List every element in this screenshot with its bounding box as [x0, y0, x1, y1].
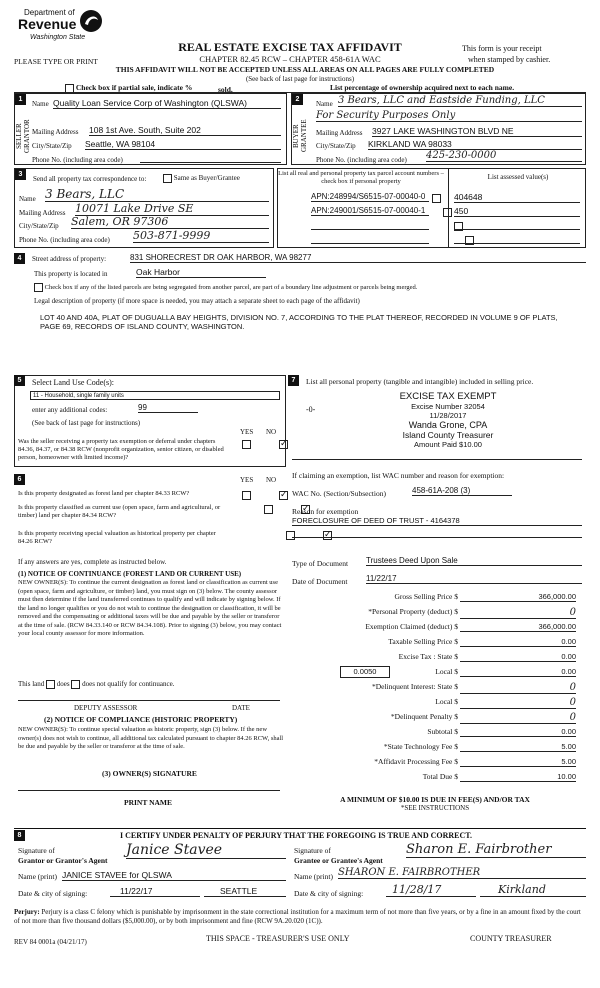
- section-5-land-use: 5 Select Land Use Code(s): 11 - Household, single family units enter any additional codes: 99 (See back of last page for instructions) YES NO Was the seller receiving a property tax exemption or deferral under chapters 84.36, 84.37, or 84.38 RCW (nonprofit organization, senior citizen, or disabled person, homeowner with limited income)? ✓: [14, 375, 286, 467]
- dept-line1: Department of: [24, 8, 75, 17]
- section-4-property: 4 Street address of property: 831 SHORECREST DR OAK HARBOR, WA 98277 This property is located in Oak Harbor Check box if any of the listed parcels are being segregated from another parcel, are part of a boundary line adjustment or parcels being merged. Legal description of property (if more space is needed, you may attach a separate sheet to each page of the affidavit) LOT 40 AND 40A, PLAT OF DUGUALLA BAY HEIGHTS, DIVISION NO. 7, ACCORDING TO THE PLAT THEREOF, RECORDED IN VOLUME 9 OF PLATS, PAGE 69, RECORDS OF ISLAND COUNTY, WASHINGTON.: [14, 253, 586, 371]
- form-chapter: CHAPTER 82.45 RCW – CHAPTER 458-61A WAC: [199, 54, 381, 64]
- document-date[interactable]: 11/22/17: [366, 574, 582, 584]
- dept-line2: Revenue: [18, 16, 77, 32]
- minimum-note: A MINIMUM OF $10.00 IS DUE IN FEE(S) AND/OR TAX: [340, 795, 530, 804]
- land-use-code[interactable]: 11 - Household, single family units: [30, 391, 280, 400]
- legal-label: Legal description of property (if more space is needed, you may attach a separate sheet to each page of the affidavit): [34, 297, 360, 305]
- excise-tax-state[interactable]: 0.00: [460, 652, 576, 662]
- grantor-signature[interactable]: Janice Stavee: [126, 842, 286, 859]
- tax-corr-address[interactable]: 10071 Lake Drive SE: [75, 202, 269, 216]
- deputy-assessor-line[interactable]: [18, 700, 280, 701]
- buyer-phone[interactable]: 425-230-0000: [426, 150, 582, 162]
- section-number-7: 7: [288, 375, 299, 386]
- delinquent-interest-local[interactable]: 0: [460, 697, 576, 709]
- parcel-row-1-apn[interactable]: APN:248994/S6515-07-00040-0: [311, 192, 429, 202]
- buyer-name-2[interactable]: For Security Purposes Only: [316, 110, 582, 122]
- segregated-checkbox[interactable]: [34, 283, 43, 292]
- calc-row: *State Technology Fee $ 5.00: [383, 742, 576, 751]
- dept-line3: Washington State: [30, 34, 86, 41]
- parcel-row-2-value[interactable]: 450: [454, 206, 580, 217]
- grantor-date[interactable]: 11/22/17: [110, 886, 200, 897]
- certify-line: I CERTIFY UNDER PENALTY OF PERJURY THAT THE FOREGOING IS TRUE AND CORRECT.: [120, 831, 473, 840]
- wac-number[interactable]: 458-61A-208 (3): [412, 486, 512, 496]
- perjury-note: Perjury: Perjury is a class C felony which is punishable by imprisonment in the state correctional institution for a maximum term of not more than five years, or by a fine in an amount fixed by the court of not more than five thousand dollars ($5,000.00), or by both imprisonment and fine (RCW 9A.20.020 (1C)).: [14, 908, 581, 925]
- notice-compliance: NEW OWNER(S): To continue special valuation as historic property, sign (3) below. If the new owner(s) does not wish to continue, all additional tax calculated pursuant to chapter 84.26 RCW, shall be due and payable by the seller or transferor at the time of sale.: [18, 726, 284, 750]
- partial-sale: Check box if partial sale, indicate %: [65, 83, 192, 93]
- exemption-question: Was the seller receiving a property tax exemption or deferral under chapters 84.36, 84.37, or 84.38 RCW (nonprofit organization, senior citizen, or disabled person, homeowner with limited income)?: [18, 438, 224, 461]
- buyer-city[interactable]: KIRKLAND WA 98033: [368, 139, 582, 150]
- parcel-row-2-apn[interactable]: APN:249001/S6515-07-00040-1: [311, 206, 429, 216]
- buyer-address[interactable]: 3927 LAKE WASHINGTON BLVD NE: [372, 126, 582, 137]
- warning-line: THIS AFFIDAVIT WILL NOT BE ACCEPTED UNLESS ALL AREAS ON ALL PAGES ARE FULLY COMPLETED: [115, 65, 495, 74]
- grantee-city[interactable]: Kirkland: [480, 883, 586, 897]
- calc-row: Gross Selling Price $ 366,000.00: [394, 592, 576, 601]
- owner-signature-line[interactable]: [18, 790, 280, 791]
- land-does-not-checkbox[interactable]: [71, 680, 80, 689]
- section-number-5: 5: [14, 375, 25, 386]
- tax-corr-name[interactable]: 3 Bears, LLC: [45, 187, 269, 202]
- calc-row: Total Due $ 10.00: [422, 772, 576, 781]
- same-as-buyer: Same as Buyer/Grantee: [163, 174, 240, 183]
- section-number-2: 2: [292, 94, 303, 105]
- seller-phone[interactable]: [140, 162, 281, 163]
- notice-continuance: NEW OWNER(S): To continue the current designation as forest land or classification as current use (open space, farm and agriculture, or timber) land, you must sign on (3) below. The county assessor must then determine if the land transferred continues to qualify and will indicate by signing below. If the land no longer qualifies or you do not wish to continue the designation or classification, it will be removed and the compensating or additional taxes will be due and payable by the seller or transferor at the time of sale. (RCW 84.33.140 or RCW 84.34.108). Prior to signing (3) below, you may contact your local county assessor for more information.: [18, 579, 282, 637]
- see-back-note: (See back of last page for instructions): [245, 75, 355, 83]
- grantor-print-name[interactable]: JANICE STAVEE for QLSWA: [62, 870, 286, 881]
- print-note: PLEASE TYPE OR PRINT: [14, 57, 98, 66]
- parcel-row-4-value[interactable]: [454, 243, 580, 244]
- parcel-row-4-apn[interactable]: [311, 243, 429, 244]
- seller-address[interactable]: 108 1st Ave. South, Suite 202: [89, 125, 281, 136]
- personal-property-deduct[interactable]: 0: [460, 607, 576, 619]
- same-as-buyer-checkbox[interactable]: [163, 174, 172, 183]
- section-number-8: 8: [14, 830, 25, 841]
- q2-yes-checkbox[interactable]: [242, 491, 251, 500]
- q1-yes-checkbox[interactable]: [242, 440, 251, 449]
- subtotal[interactable]: 0.00: [460, 727, 576, 737]
- segregated-note: Check box if any of the listed parcels are being segregated from another parcel, are part of a boundary line adjustment or parcels being merged.: [34, 283, 586, 292]
- calc-row: 0.0050 Local $ 0.00: [288, 667, 582, 680]
- calc-row: *Personal Property (deduct) $ 0: [368, 607, 576, 618]
- seller-name[interactable]: Quality Loan Service Corp of Washington (QLSWA): [53, 98, 281, 109]
- section-number-6: 6: [14, 474, 25, 485]
- grantor-city[interactable]: SEATTLE: [204, 886, 286, 897]
- seller-side-label: SELLER GRANTOR: [15, 119, 31, 153]
- exemption-claimed[interactable]: 366,000.00: [460, 622, 576, 632]
- calc-row: Local $ 0: [435, 697, 576, 708]
- excise-tax-local[interactable]: 0.00: [460, 667, 576, 677]
- section-1-seller: 1 SELLER GRANTOR Name Quality Loan Service Corp of Washington (QLSWA) Mailing Address 108 1st Ave. South, Suite 202 City/State/Zip Seattle, WA 98104 Phone No. (including area code): [14, 93, 287, 165]
- processing-fee[interactable]: 5.00: [460, 757, 576, 767]
- taxable-selling-price[interactable]: 0.00: [460, 637, 576, 647]
- grantee-date[interactable]: 11/28/17: [386, 883, 476, 897]
- exempt-stamp: EXCISE TAX EXEMPT Excise Number 32054 11/28/2017 Wanda Grone, CPA Island County Treasurer Amount Paid $10.00: [399, 391, 497, 449]
- delinquent-penalty[interactable]: 0: [460, 712, 576, 724]
- calc-row: Subtotal $ 0.00: [427, 727, 576, 736]
- q3-yes-checkbox[interactable]: [264, 505, 273, 514]
- section-6-designations: 6 YES NO Is this property designated as forest land per chapter 84.33 RCW? ✓ Is this property classified as current use (open space, farm and agricultural, or timber) land per chapter 84.34 RCW? ✓ Is this property receiving special valuation as historical property per chapter 84.26 RCW? ✓ If any answers are yes, complete as instructed below. (1) NOTICE OF CONTINUANCE (FOREST LAND OR CURRENT USE) NEW OWNER(S): To continue the current designation as forest land or classification as current use (open space, farm and agriculture, or timber) land, you must sign on (3) below. The county assessor must then determine if the land transferred continues to qualify and will indicate by signing below. If the land no longer qualifies or you do not wish to continue the designation or classification, it will be removed and the compensating or additional taxes will be due and payable by the seller or transferor at the time of sale. (RCW 84.33.140 or RCW 84.34.108). Prior to signing (3) below, you may contact your local county assessor for more information. This land does does not qualify for continuance. DEPUTY ASSESSOR DATE (2) NOTICE OF COMPLIANCE (HISTORIC PROPERTY) NEW OWNER(S): To continue special valuation as historic property, sign (3) below. If the new owner(s) does not wish to continue, all additional tax calculated pursuant to chapter 84.26 RCW, shall be due and payable by the seller or transferor at the time of sale. (3) OWNER(S) SIGNATURE PRINT NAME: [14, 474, 286, 820]
- grantee-signature[interactable]: Sharon E. Fairbrother: [406, 842, 586, 858]
- dor-logo: [18, 6, 110, 46]
- calc-row: *Delinquent Interest: State $ 0: [371, 682, 576, 693]
- county-treasurer: COUNTY TREASURER: [470, 934, 552, 943]
- local-rate[interactable]: 0.0050: [340, 666, 390, 678]
- list-pct-note: List percentage of ownership acquired next to each name.: [330, 83, 515, 92]
- parcel-row-2-checkbox[interactable]: [443, 208, 452, 217]
- additional-codes[interactable]: 99: [138, 403, 198, 413]
- section-3-tax-correspondence: 3 Send all property tax correspondence to: Same as Buyer/Grantee Name 3 Bears, LLC Mailing Address 10071 Lake Drive SE City/State/Zip Salem, OR 97306 Phone No. (including area code) 503-871-9999: [14, 168, 274, 248]
- calc-row: *Affidavit Processing Fee $ 5.00: [374, 757, 576, 766]
- property-located[interactable]: Oak Harbor: [136, 267, 266, 278]
- section-number-4: 4: [14, 253, 25, 264]
- calc-row: Excise Tax : State $ 0.00: [398, 652, 576, 661]
- gross-selling-price[interactable]: 366,000.00: [460, 592, 576, 602]
- q2-no-checkbox[interactable]: [279, 491, 288, 500]
- document-type[interactable]: Trustees Deed Upon Sale: [366, 556, 582, 566]
- dor-swirl-icon: [78, 8, 104, 34]
- exemption-reason[interactable]: FORECLOSURE OF DEED OF TRUST - 4164378: [292, 516, 582, 526]
- parcel-row-1-checkbox[interactable]: [432, 194, 441, 203]
- continuance-line: This land does does not qualify for continuance.: [18, 680, 175, 689]
- land-does-checkbox[interactable]: [46, 680, 55, 689]
- form-title: REAL ESTATE EXCISE TAX AFFIDAVIT: [178, 40, 402, 54]
- property-street[interactable]: 831 SHORECREST DR OAK HARBOR, WA 98277: [130, 253, 586, 263]
- grantee-print-name[interactable]: SHARON E. FAIRBROTHER: [338, 867, 586, 879]
- legal-description[interactable]: LOT 40 AND 40A, PLAT OF DUGUALLA BAY HEIGHTS, DIVISION NO. 7, ACCORDING TO THE PLAT THEREOF, RECORDED IN VOLUME 9 OF PLATS, PAGE 69, RECORDS OF ISLAND COUNTY, WASHINGTON.: [40, 313, 558, 331]
- calc-row: *Delinquent Penalty $ 0: [390, 712, 576, 723]
- section-7-personal-property: 7 List all personal property (tangible and intangible) included in selling price. -0- EXCISE TAX EXEMPT Excise Number 32054 11/28/2017 Wanda Grone, CPA Island County Treasurer Amount Paid $10.00 If claiming an exemption, list WAC number and reason for exemption: WAC No. (Section/Subsection) 458-61A-208 (3) Reason for exemption FORECLOSURE OF DEED OF TRUST - 4164378 Type of Document Trustees Deed Upon Sale Date of Document 11/22/17 Gross Selling Price $ 366,000.00 *Personal Property (deduct) $ 0 Exemption Claimed (deduct) $ 366,000.00 Taxable Selling Price $ 0.00 Excise Tax : State $ 0.00 0.0050 Local $ 0.00 *Delinquent Interest: State $ 0 Local $ 0 *Delinquent Penalty $ 0 Subtotal $ 0.00 *State Technology Fee $ 5.00 *Affidavit Processing Fee $ 5.00 Total Due $ 10.00 A MINIMUM OF $10.00 IS DUE IN FEE(S) AND/OR TAX *SEE INSTRUCTIONS: [288, 375, 586, 825]
- treasurer-space: THIS SPACE - TREASURER'S USE ONLY: [206, 934, 350, 943]
- total-due[interactable]: 10.00: [460, 772, 576, 782]
- buyer-name[interactable]: 3 Bears, LLC and Eastside Funding, LLC: [338, 95, 582, 107]
- tax-corr-city[interactable]: Salem, OR 97306: [71, 215, 269, 229]
- delinquent-interest-state[interactable]: 0: [460, 682, 576, 694]
- receipt-note-1: This form is your receipt: [462, 44, 542, 53]
- buyer-side-label: BUYER GRANTEE: [292, 119, 308, 153]
- receipt-note-2: when stamped by cashier.: [468, 55, 551, 64]
- form-revision: REV 84 0001a (04/21/17): [14, 938, 87, 946]
- parcel-row-3-value[interactable]: [454, 229, 580, 230]
- personal-property-value[interactable]: -0-: [306, 405, 316, 414]
- section-number-1: 1: [15, 94, 26, 105]
- calc-row: Taxable Selling Price $ 0.00: [388, 637, 576, 646]
- section-2-buyer: 2 BUYER GRANTEE Name 3 Bears, LLC and Eastside Funding, LLC For Security Purposes Only Mailing Address 3927 LAKE WASHINGTON BLVD NE City/State/Zip KIRKLAND WA 98033 Phone No. (including area code) 425-230-0000: [291, 93, 586, 165]
- parcel-row-1-value[interactable]: 404648: [454, 192, 580, 203]
- tax-corr-phone[interactable]: 503-871-9999: [133, 229, 269, 243]
- calc-row: Exemption Claimed (deduct) $ 366,000.00: [365, 622, 576, 631]
- q1-no-checkbox[interactable]: [279, 440, 288, 449]
- parcels-table: [277, 168, 586, 248]
- parcels-header: List all real and personal property tax parcel account numbers – check box if personal property: [278, 170, 444, 185]
- sold-label: sold.: [218, 85, 233, 94]
- technology-fee[interactable]: 5.00: [460, 742, 576, 752]
- value-header: List assessed value(s): [487, 173, 549, 181]
- parcel-row-3-apn[interactable]: [311, 229, 429, 230]
- section-8-signatures: 8 I CERTIFY UNDER PENALTY OF PERJURY THAT THE FOREGOING IS TRUE AND CORRECT. Signature of Grantor or Grantor's Agent Janice Stavee Name (print) JANICE STAVEE for QLSWA Date & city of signing: 11/22/17 SEATTLE Signature of Grantee or Grantee's Agent Sharon E. Fairbrother Name (print) SHARON E. FAIRBROTHER Date & city of signing: 11/28/17 Kirkland: [14, 828, 586, 904]
- seller-city[interactable]: Seattle, WA 98104: [85, 139, 281, 150]
- section-number-3: 3: [15, 169, 26, 180]
